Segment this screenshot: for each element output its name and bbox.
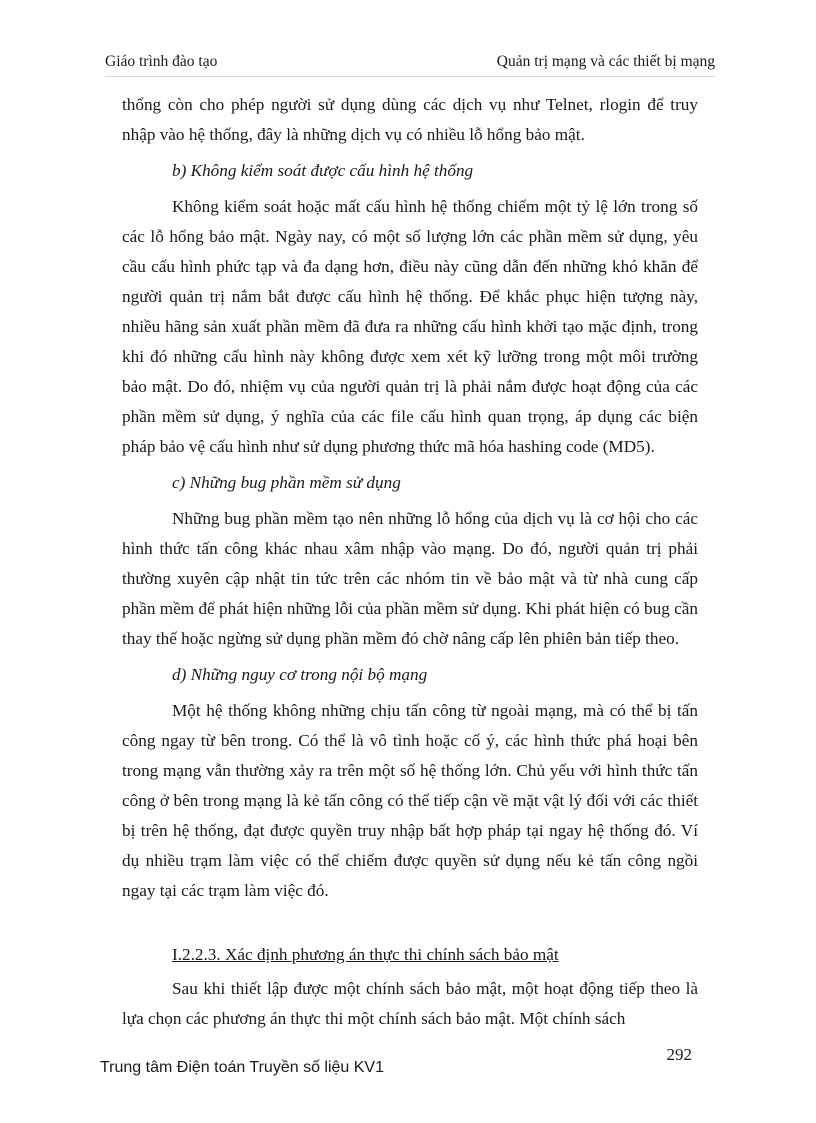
header-right-title: Quản trị mạng và các thiết bị mạng <box>496 53 715 70</box>
page-number: 292 <box>666 1045 692 1064</box>
section-heading: I.2.2.3. Xác định phương án thực thi chính sách bảo mật <box>172 945 559 964</box>
subheading-b: b) Không kiểm soát được cấu hình hệ thống <box>172 161 474 180</box>
header-left-title: Giáo trình đào tạo <box>105 53 218 70</box>
page-body <box>122 90 698 1034</box>
paragraph-continuation: thống còn cho phép người sử dụng dùng các dịch vụ như Telnet, rlogin để truy nhập vào hệ thống, đây là những dịch vụ có nhiều lỗ hổng bảo mật. <box>122 95 698 144</box>
subheading-c: c) Những bug phần mềm sử dụng <box>172 473 401 492</box>
paragraph-internal-risks: Một hệ thống không những chịu tấn công từ ngoài mạng, mà có thể bị tấn công ngay từ bên trong. Có thể là vô tình hoặc cố ý, các hình thức phá hoại bên trong mạng vẫn thường xảy ra trên một số hệ thống lớn. Chủ yếu với hình thức tấn công ở bên trong mạng là kẻ tấn công có thể tiếp cận về mặt vật lý đối với các thiết bị trên hệ thống, đạt được quyền truy nhập bất hợp pháp tại ngay hệ thống đó. Ví dụ nhiều trạm làm việc có thể chiếm được quyền sử dụng nếu kẻ tấn công ngồi ngay tại các trạm làm việc đó. <box>122 701 698 900</box>
subheading-d: d) Những nguy cơ trong nội bộ mạng <box>172 665 428 684</box>
footer-organization: Trung tâm Điện toán Truyền số liệu KV1 <box>100 1059 384 1076</box>
paragraph-config: Không kiểm soát hoặc mất cấu hình hệ thống chiếm một tỷ lệ lớn trong số các lỗ hổng bảo mật. Ngày nay, có một số lượng lớn các phần mềm sử dụng, yêu cầu cấu hình phức tạp và đa dạng hơn, điều này cũng dẫn đến những khó khăn để người quản trị nắm bắt được cấu hình hệ thống. Để khắc phục hiện tượng này, nhiều hãng sản xuất phần mềm đã đưa ra những cấu hình khởi tạo mặc định, trong khi đó những cấu hình này không được xem xét kỹ lưỡng trong một môi trường bảo mật. Do đó, nhiệm vụ của người quản trị là phải nắm được hoạt động của các phần mềm sử dụng, ý nghĩa của các file cấu hình quan trọng, áp dụng các biện pháp bảo vệ cấu hình như sử dụng phương thức mã hóa hashing code (MD5). <box>122 197 698 456</box>
paragraph-bugs: Những bug phần mềm tạo nên những lỗ hổng của dịch vụ là cơ hội cho các hình thức tấn công khác nhau xâm nhập vào mạng. Do đó, người quản trị phải thường xuyên cập nhật tin tức trên các nhóm tin về bảo mật và từ nhà cung cấp phần mềm để phát hiện những lỗi của phần mềm sử dụng. Khi phát hiện có bug cần thay thế hoặc ngừng sử dụng phần mềm đó chờ nâng cấp lên phiên bản tiếp theo. <box>122 509 698 648</box>
header-divider <box>105 76 715 77</box>
paragraph-implementation: Sau khi thiết lập được một chính sách bảo mật, một hoạt động tiếp theo là lựa chọn các phương án thực thi một chính sách bảo mật. Một chính sách <box>122 979 698 1028</box>
page-header <box>105 47 715 71</box>
